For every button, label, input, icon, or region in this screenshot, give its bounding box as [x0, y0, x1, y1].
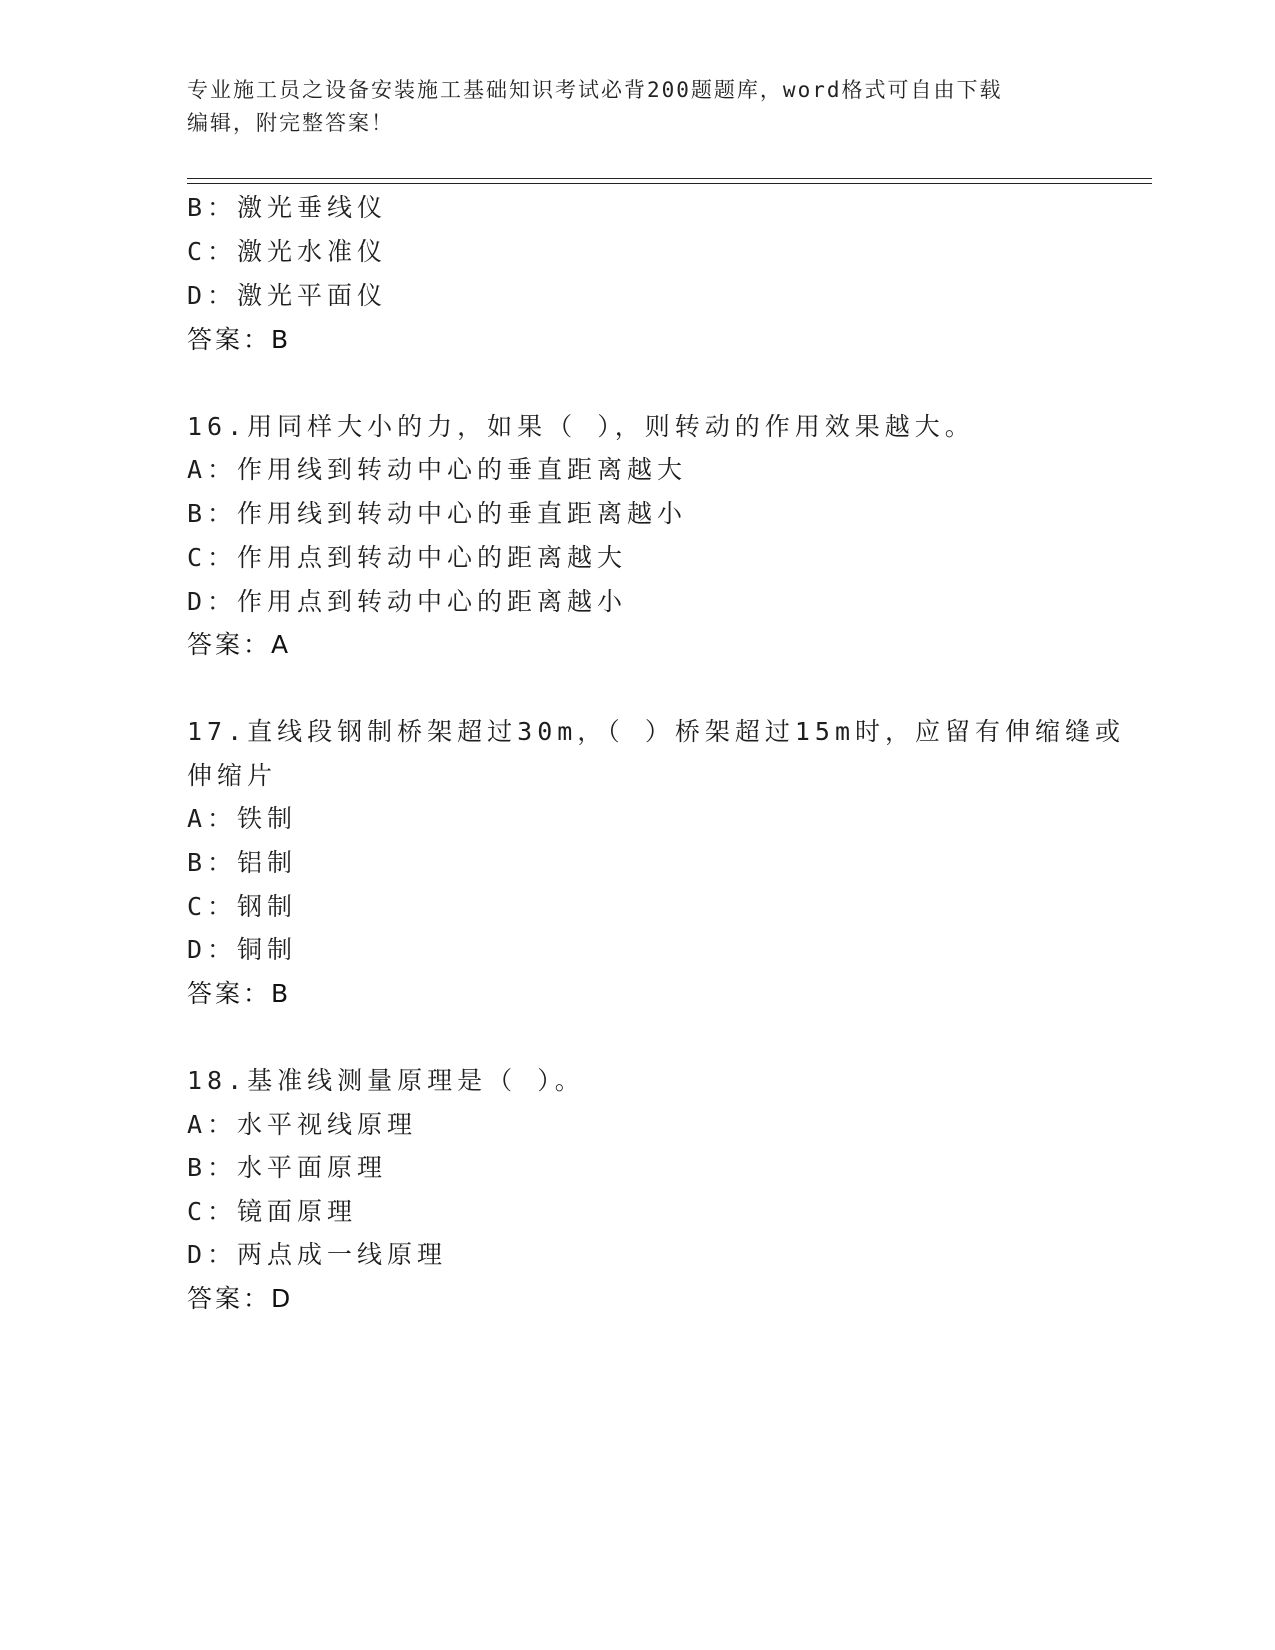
- q18-option-a: A：水平视线原理: [187, 1110, 418, 1139]
- q16-option-c: C：作用点到转动中心的距离越大: [187, 543, 628, 572]
- q18-question: 18.基准线测量原理是（ ）。: [187, 1066, 585, 1095]
- q17-question-line-2: 伸缩片: [187, 761, 278, 790]
- document-header: [187, 74, 1087, 140]
- q18-option-d: D：两点成一线原理: [187, 1240, 448, 1269]
- q17-option-d: D：铜制: [187, 935, 298, 964]
- q17-answer: 答案：B: [187, 979, 292, 1008]
- header-line-1: 专业施工员之设备安装施工基础知识考试必背200题题库，word格式可自由下载: [187, 78, 1003, 102]
- q18-answer: 答案：D: [187, 1284, 294, 1313]
- q17-option-c: C：钢制: [187, 892, 298, 921]
- q16-question: 16.用同样大小的力，如果（ ），则转动的作用效果越大。: [187, 412, 975, 441]
- q16-option-b: B：作用线到转动中心的垂直距离越小: [187, 499, 688, 528]
- q17-question-line-1: 17.直线段钢制桥架超过30m，（ ）桥架超过15m时，应留有伸缩缝或: [187, 717, 1126, 746]
- q17-option-a: A：铁制: [187, 804, 298, 833]
- q16-option-a: A：作用线到转动中心的垂直距离越大: [187, 455, 688, 484]
- q15-option-c: C：激光水准仪: [187, 237, 388, 266]
- q15-option-b: B：激光垂线仪: [187, 193, 388, 222]
- q15-option-d: D：激光平面仪: [187, 281, 388, 310]
- q16-answer: 答案：A: [187, 630, 292, 659]
- q17-option-b: B：铝制: [187, 848, 298, 877]
- header-rule-top: [187, 178, 1152, 179]
- q15-answer: 答案：B: [187, 325, 292, 354]
- header-line-2: 编辑，附完整答案！: [187, 111, 394, 135]
- q18-option-b: B：水平面原理: [187, 1153, 388, 1182]
- q18-option-c: C：镜面原理: [187, 1197, 358, 1226]
- header-rule-bottom: [187, 183, 1152, 184]
- q16-option-d: D：作用点到转动中心的距离越小: [187, 587, 628, 616]
